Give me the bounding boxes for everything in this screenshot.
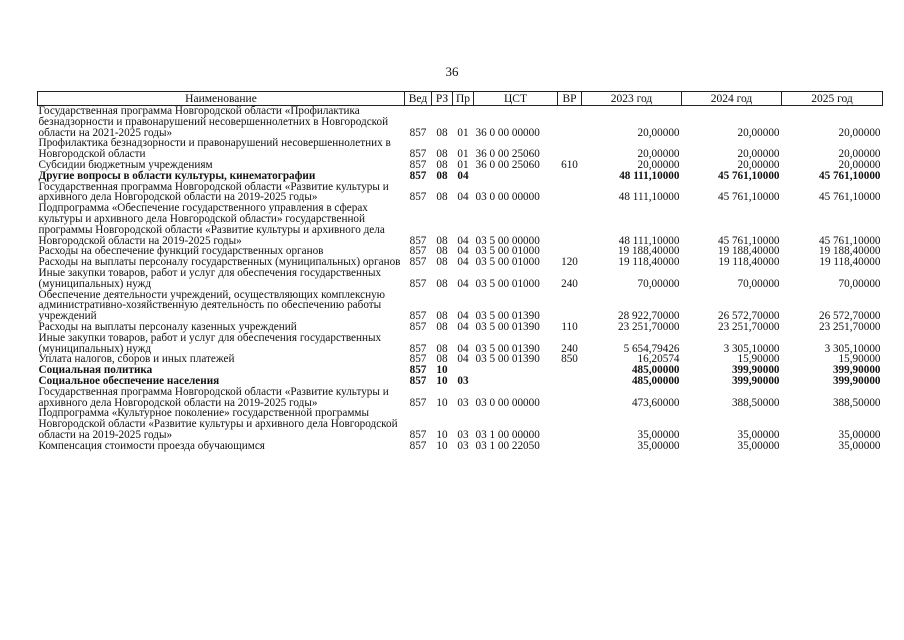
table-row: [38, 354, 883, 365]
header-rz: РЗ: [432, 92, 453, 106]
row-pr: 04: [457, 277, 469, 290]
row-vr: [558, 376, 582, 387]
row-amount-2025: 388,50000: [832, 396, 881, 409]
row-pr: 04: [457, 246, 469, 258]
row-vr: 850: [561, 354, 578, 366]
row-amount-2025: 3 305,10000: [824, 342, 881, 355]
row-rz: 08: [436, 354, 448, 366]
row-vr: [558, 182, 582, 204]
row-amount-2024: 45 761,10000: [717, 191, 780, 204]
budget-table: [37, 91, 883, 452]
row-cst: 03 5 00 01390: [475, 321, 540, 333]
page-number: 36: [445, 64, 459, 79]
row-rz: 10: [436, 396, 448, 409]
table-row: [38, 268, 883, 290]
row-amount-2025: 399,90000: [832, 375, 881, 387]
row-cst: 03 0 00 00000: [475, 191, 540, 204]
row-vr: [558, 408, 582, 440]
row-name: Расходы на выплаты персоналу казенных учреждений: [38, 320, 297, 333]
row-pr: [453, 365, 474, 376]
row-cst: [474, 365, 558, 376]
row-amount-2023: 16,20574: [637, 354, 680, 366]
table-body: [38, 106, 883, 452]
row-amount-2023: 35,00000: [637, 428, 680, 441]
row-amount-2024: 388,50000: [731, 396, 780, 409]
row-pr: 04: [457, 234, 469, 247]
row-rz: 08: [436, 310, 448, 322]
row-vr: 240: [561, 277, 578, 290]
header-ved: Вед: [405, 92, 432, 106]
row-name: Другие вопросы в области культуры, кинематографии: [38, 169, 316, 182]
row-vr: 120: [561, 257, 578, 268]
row-pr: 04: [457, 170, 469, 182]
row-rz: 08: [436, 170, 448, 182]
row-rz: 08: [436, 159, 448, 171]
row-cst: 36 0 00 00000: [475, 126, 540, 139]
row-name: Компенсация стоимости проезда обучающимся: [38, 439, 265, 452]
table-row: [38, 408, 883, 440]
table-row: [38, 182, 883, 204]
row-amount-2024: 20,00000: [737, 148, 780, 160]
row-amount-2024: 35,00000: [737, 440, 780, 452]
row-vr: [558, 203, 582, 246]
row-ved: 857: [409, 354, 427, 366]
row-ved: 857: [409, 321, 427, 333]
row-amount-2025: 20,00000: [838, 126, 881, 139]
row-cst: 03 5 00 01000: [475, 257, 540, 268]
row-vr: 110: [561, 321, 578, 333]
row-amount-2025: 20,00000: [838, 148, 881, 160]
row-amount-2024: 19 118,40000: [718, 257, 780, 268]
row-pr: 03: [457, 428, 469, 441]
row-pr: 04: [457, 342, 469, 355]
row-name: Обеспечение деятельности учреждений, осуществляющих комплексную административно-хозяйственную деятельность по обеспечению работы учреждений: [38, 288, 386, 323]
row-rz: 08: [436, 277, 448, 290]
row-amount-2024: 20,00000: [737, 126, 780, 139]
row-vr: [558, 365, 582, 376]
row-amount-2023: 28 922,70000: [617, 310, 680, 322]
row-pr: 01: [457, 159, 469, 171]
row-amount-2025: 70,00000: [838, 277, 881, 290]
row-ved: 857: [409, 159, 427, 171]
row-cst: 36 0 00 25060: [475, 148, 540, 160]
row-name: Социальная политика: [38, 364, 153, 377]
row-amount-2023: 473,60000: [631, 396, 680, 409]
table-row: [38, 333, 883, 355]
row-ved: 857: [409, 342, 427, 355]
row-ved: 857: [409, 310, 427, 322]
row-pr: 03: [457, 440, 469, 452]
row-cst: 03 1 00 22050: [475, 440, 540, 452]
row-rz: 08: [436, 126, 448, 139]
row-amount-2024: 20,00000: [737, 159, 780, 171]
row-name: Уплата налогов, сборов и иных платежей: [38, 353, 235, 366]
row-amount-2025: 15,90000: [838, 354, 881, 366]
row-amount-2025: 35,00000: [838, 440, 881, 452]
table-row: [38, 203, 883, 246]
row-vr: [558, 138, 582, 160]
row-vr: [558, 246, 582, 257]
row-name: Государственная программа Новгородской области «Развитие культуры и архивного дела Новгородской области на 2019-2025 годы»: [38, 180, 389, 204]
row-ved: 857: [409, 148, 427, 160]
row-name: Подпрограмма «Культурное поколение» государственной программы Новгородской области «Развитие культуры и архивного дела Новгородской области на 2019-2025 годы»: [38, 407, 398, 441]
row-cst: 03 0 00 00000: [475, 396, 540, 409]
row-amount-2023: 20,00000: [637, 159, 680, 171]
row-name: Расходы на выплаты персоналу государственных (муниципальных) органов: [38, 256, 401, 269]
table-row: [38, 441, 883, 452]
row-amount-2024: 35,00000: [737, 428, 780, 441]
table-row: [38, 138, 883, 160]
row-name: Государственная программа Новгородской области «Профилактика безнадзорности и правонарушений несовершеннолетних в Новгородской области на 2021-2025 годы»: [38, 105, 389, 139]
row-rz: 10: [436, 375, 448, 387]
row-name: Иные закупки товаров, работ и услуг для обеспечения государственных (муниципальных) нужд: [38, 266, 382, 290]
row-rz: 08: [436, 342, 448, 355]
row-ved: 857: [409, 191, 427, 204]
row-cst: 36 0 00 25060: [475, 159, 540, 171]
row-cst: [474, 376, 558, 387]
row-ved: 857: [409, 170, 427, 182]
table-row: [38, 290, 883, 322]
row-amount-2024: 70,00000: [737, 277, 780, 290]
row-amount-2024: 399,90000: [731, 365, 780, 376]
row-amount-2023: 20,00000: [637, 126, 680, 139]
row-amount-2025: 20,00000: [838, 159, 881, 171]
row-name: Социальное обеспечение населения: [38, 374, 220, 387]
row-ved: 857: [409, 375, 427, 387]
header-name: Наименование: [38, 92, 405, 106]
row-amount-2023: 485,00000: [631, 365, 680, 376]
row-amount-2024: 45 761,10000: [717, 170, 780, 182]
row-cst: 03 5 00 01390: [475, 342, 540, 355]
row-rz: 08: [436, 234, 448, 247]
header-2025: 2025 год: [782, 92, 883, 106]
row-vr: 240: [561, 342, 578, 355]
row-amount-2023: 5 654,79426: [623, 342, 680, 355]
row-rz: 08: [436, 191, 448, 204]
row-ved: 857: [409, 428, 427, 441]
row-amount-2024: 15,90000: [737, 354, 780, 366]
row-amount-2023: 19 118,40000: [618, 257, 680, 268]
row-amount-2023: 48 111,10000: [619, 170, 680, 182]
row-amount-2025: 19 188,40000: [818, 246, 881, 258]
row-amount-2023: 23 251,70000: [617, 321, 680, 333]
row-pr: 04: [457, 321, 469, 333]
row-pr: 04: [457, 191, 469, 204]
row-pr: 01: [457, 148, 469, 160]
row-cst: 03 5 00 01000: [475, 246, 540, 258]
row-amount-2024: 23 251,70000: [717, 321, 780, 333]
header-vr: ВР: [558, 92, 582, 106]
row-amount-2024: 3 305,10000: [723, 342, 780, 355]
row-pr: 04: [457, 257, 469, 268]
row-amount-2023: 35,00000: [637, 440, 680, 452]
row-rz: 10: [436, 428, 448, 441]
row-amount-2023: 19 188,40000: [617, 246, 680, 258]
row-cst: [474, 171, 558, 182]
row-ved: 857: [409, 126, 427, 139]
row-vr: [558, 290, 582, 322]
header-cst: ЦСТ: [474, 92, 558, 106]
row-rz: 10: [436, 440, 448, 452]
row-amount-2025: 45 761,10000: [818, 170, 881, 182]
table-row: [38, 106, 883, 139]
header-2023: 2023 год: [582, 92, 682, 106]
row-pr: 01: [457, 126, 469, 139]
header-2024: 2024 год: [682, 92, 782, 106]
row-amount-2025: 45 761,10000: [818, 234, 881, 247]
row-cst: 03 5 00 01390: [475, 354, 540, 366]
row-amount-2025: 35,00000: [838, 428, 881, 441]
row-ved: 857: [409, 234, 427, 247]
row-ved: 857: [409, 396, 427, 409]
row-name: Иные закупки товаров, работ и услуг для обеспечения государственных (муниципальных) нужд: [38, 331, 382, 355]
row-cst: 03 5 00 00000: [475, 234, 540, 247]
row-pr: 04: [457, 354, 469, 366]
row-rz: 10: [436, 365, 448, 376]
row-name: Профилактика безнадзорности и правонарушений несовершеннолетних в Новгородской области: [38, 137, 391, 161]
row-rz: 08: [436, 257, 448, 268]
row-cst: 03 1 00 00000: [475, 428, 540, 441]
row-pr: 03: [457, 375, 469, 387]
row-ved: 857: [409, 277, 427, 290]
row-amount-2024: 19 188,40000: [717, 246, 780, 258]
row-cst: 03 5 00 01390: [475, 310, 540, 322]
row-amount-2025: 45 761,10000: [818, 191, 881, 204]
row-vr: [558, 441, 582, 452]
row-pr: 03: [457, 396, 469, 409]
row-amount-2023: 20,00000: [637, 148, 680, 160]
row-amount-2023: 485,00000: [631, 375, 680, 387]
row-amount-2023: 48 111,10000: [618, 191, 680, 204]
row-vr: 610: [561, 159, 578, 171]
row-amount-2023: 70,00000: [637, 277, 680, 290]
row-cst: 03 5 00 01000: [475, 277, 540, 290]
row-amount-2025: 23 251,70000: [818, 321, 881, 333]
row-vr: [558, 387, 582, 409]
row-rz: 08: [436, 148, 448, 160]
table-row: [38, 387, 883, 409]
row-ved: 857: [409, 440, 427, 452]
row-amount-2025: 399,90000: [832, 365, 881, 376]
row-rz: 08: [436, 246, 448, 258]
row-rz: 08: [436, 321, 448, 333]
row-name: Подпрограмма «Обеспечение государственного управления в сферах культуры и архивного дела Новгородской области» государственной программы Новгородской области «Развитие культуры и архивного дела Новгородской области на 2019-2025 годы»: [38, 202, 385, 247]
table-row: [38, 171, 883, 182]
row-ved: 857: [409, 246, 427, 258]
row-name: Субсидии бюджетным учреждениям: [38, 158, 213, 171]
row-vr: [558, 171, 582, 182]
row-ved: 857: [409, 257, 427, 268]
row-pr: 04: [457, 310, 469, 322]
row-name: Государственная программа Новгородской области «Развитие культуры и архивного дела Новгородской области на 2019-2025 годы»: [38, 385, 389, 409]
row-amount-2024: 399,90000: [731, 375, 780, 387]
row-amount-2025: 19 118,40000: [819, 257, 881, 268]
row-amount-2024: 45 761,10000: [717, 234, 780, 247]
row-vr: [558, 106, 582, 139]
row-amount-2025: 26 572,70000: [818, 310, 881, 322]
header-pr: Пр: [453, 92, 474, 106]
table-header-row: [38, 92, 883, 106]
row-amount-2023: 48 111,10000: [618, 234, 680, 247]
row-name: Расходы на обеспечение функций государственных органов: [38, 245, 324, 258]
row-amount-2024: 26 572,70000: [717, 310, 780, 322]
row-ved: 857: [409, 365, 427, 376]
